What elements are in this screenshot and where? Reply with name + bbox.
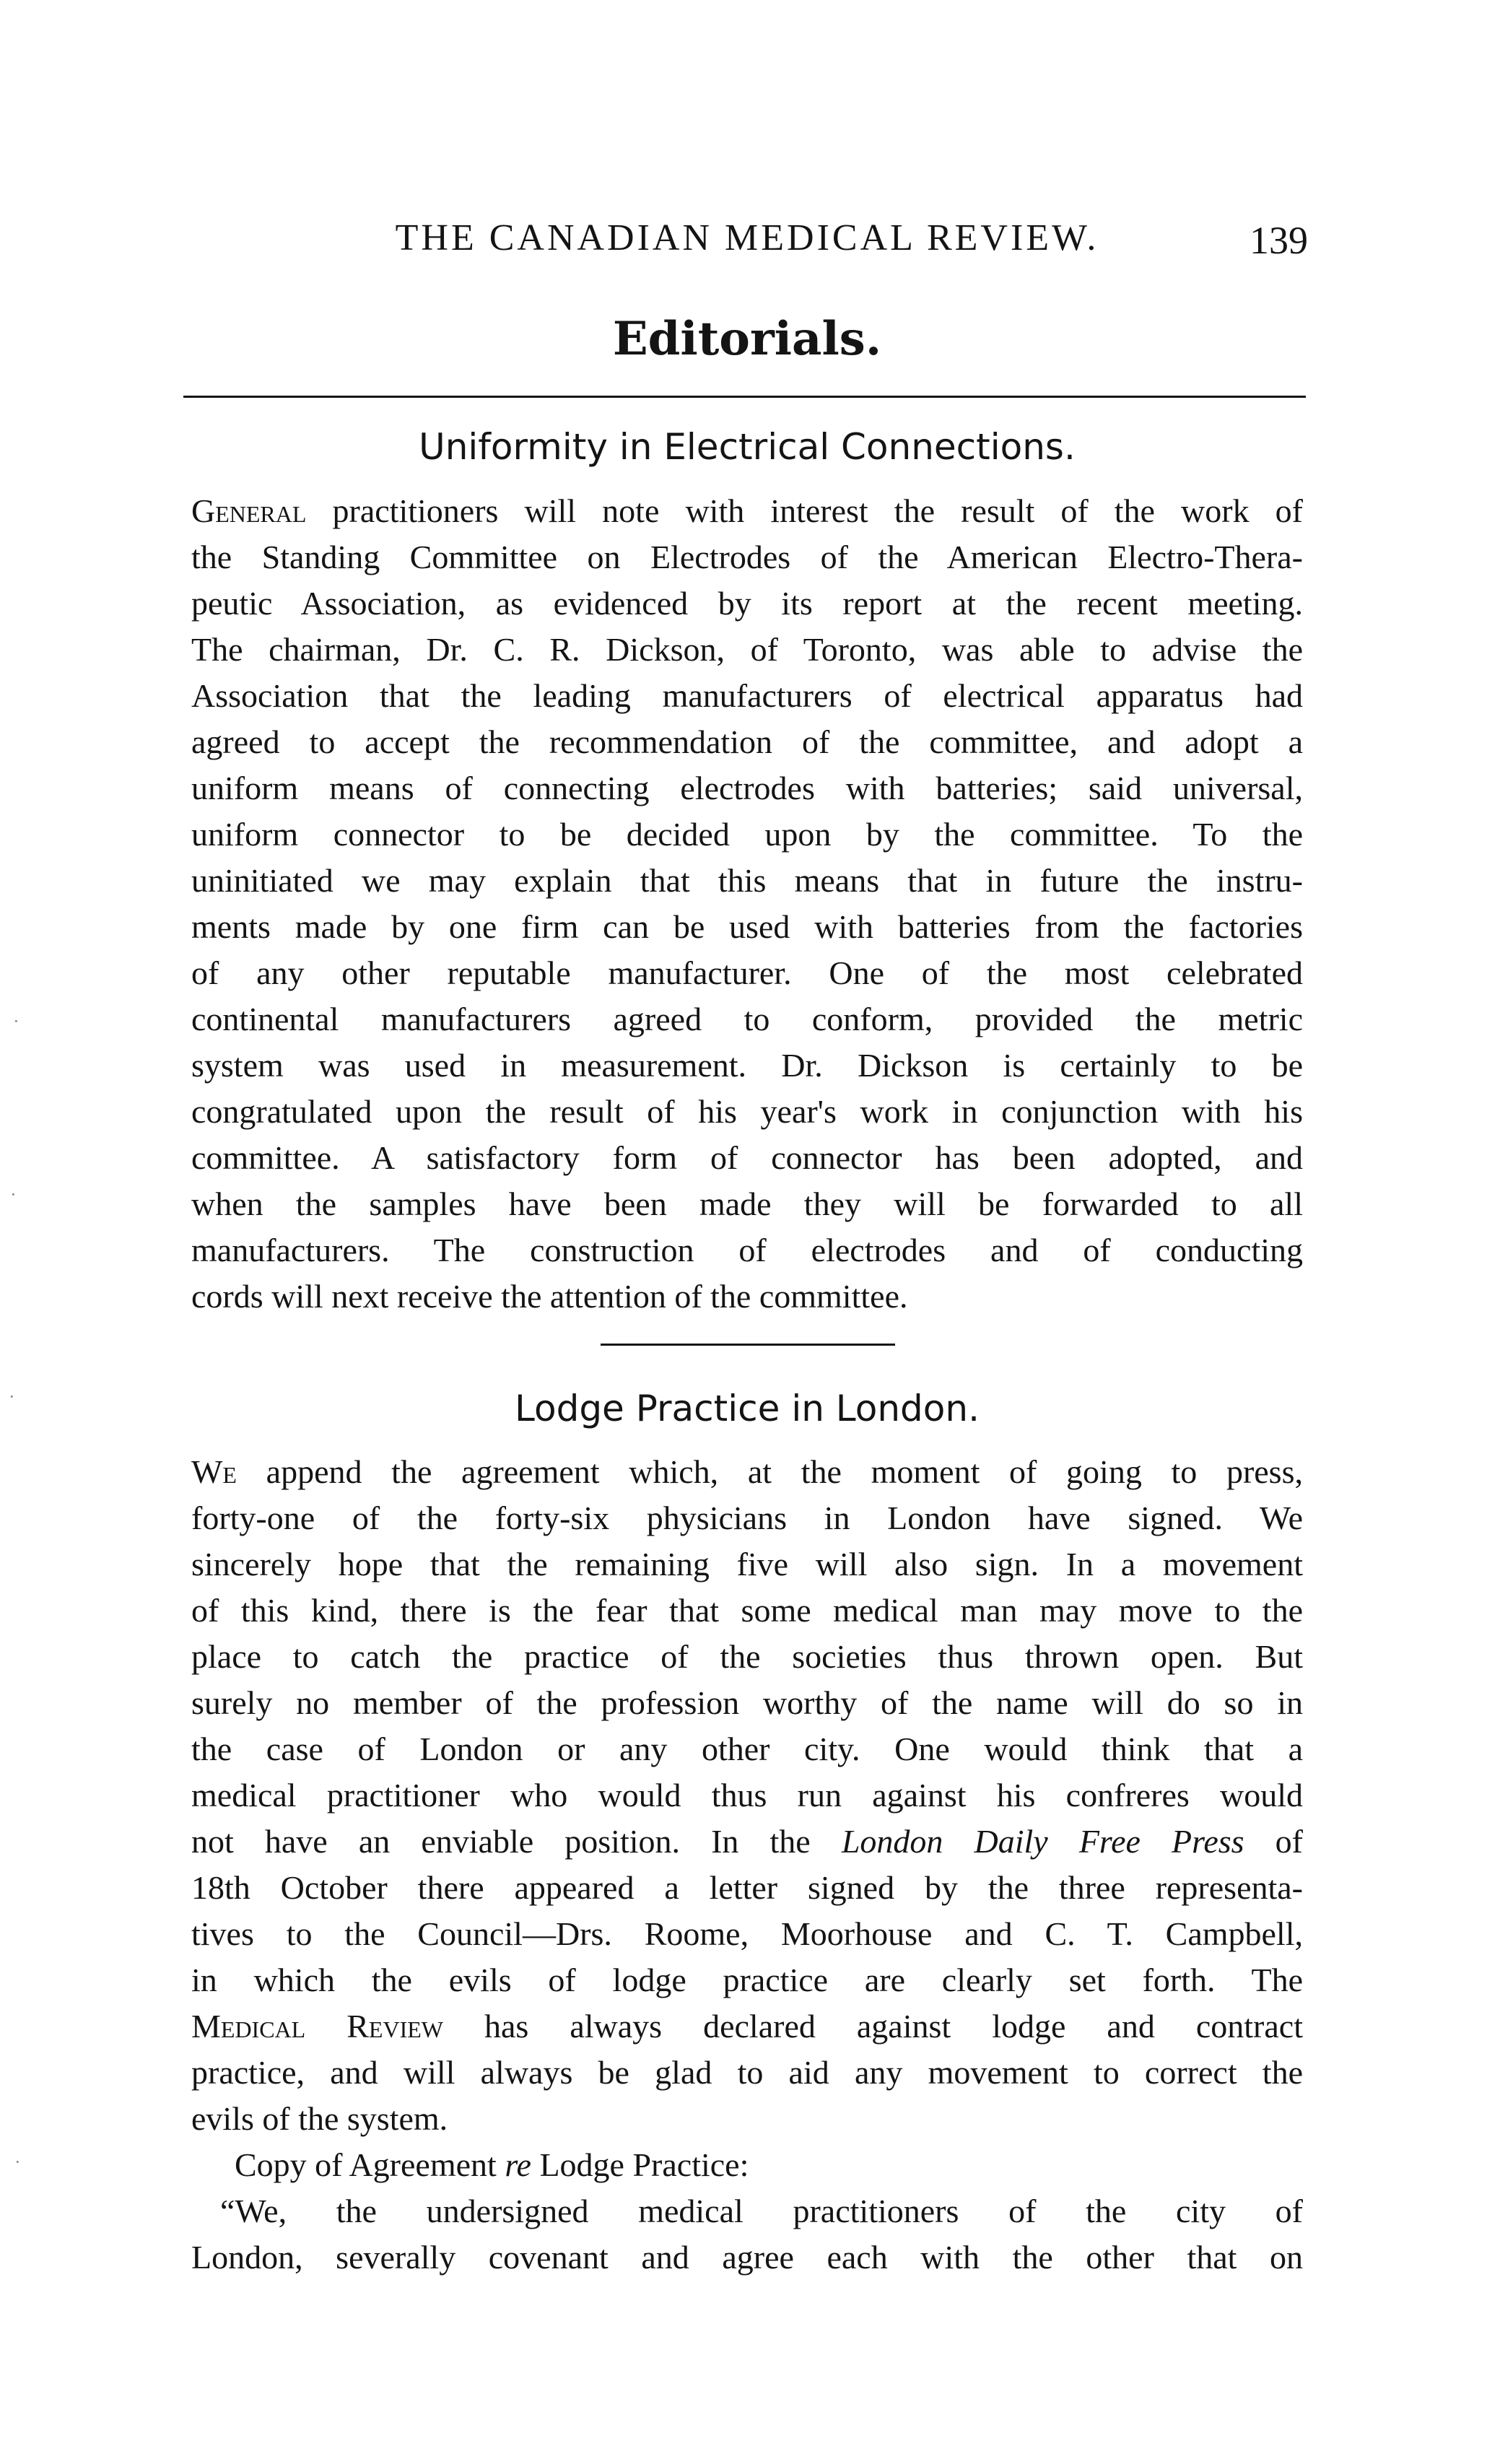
journal-title: THE CANADIAN MEDICAL REVIEW. xyxy=(395,217,1099,258)
page-number: 139 xyxy=(1250,219,1308,262)
text-line: when the samples have been made they will be forwarded to all xyxy=(191,1185,1303,1222)
text-line: 18th October there appeared a letter signed by the three representa- xyxy=(191,1869,1303,1906)
text-line: the Standing Committee on Electrodes of the American Electro-Thera- xyxy=(191,539,1303,575)
text-line: We append the agreement which, at the moment of going to press, xyxy=(191,1453,1303,1490)
text-line: General practitioners will note with interest the result of the work of xyxy=(191,492,1303,529)
text-line: ments made by one firm can be used with batteries from the factories xyxy=(191,908,1303,945)
text-line: “We, the undersigned medical practitioners of the city of xyxy=(220,2193,1303,2229)
running-head xyxy=(191,217,1303,259)
scan-speck: · xyxy=(9,1386,15,1407)
text-line: place to catch the practice of the societies thus thrown open. But xyxy=(191,1638,1303,1675)
text-line: in which the evils of lodge practice are clearly set forth. The xyxy=(191,1962,1303,1998)
text-line: of any other reputable manufacturer. One of the most celebrated xyxy=(191,954,1303,991)
text-line: medical practitioner who would thus run against his confreres would xyxy=(191,1777,1303,1814)
section-heading: Editorials. xyxy=(612,312,882,366)
text-line: The chairman, Dr. C. R. Dickson, of Toronto, was able to advise the xyxy=(191,631,1303,668)
text-line: manufacturers. The construction of electrodes and of conducting xyxy=(191,1232,1303,1268)
article-heading-lodge-practice: Lodge Practice in London. xyxy=(515,1388,980,1429)
scan-speck: · xyxy=(14,2151,21,2172)
text-line: system was used in measurement. Dr. Dickson is certainly to be xyxy=(191,1047,1303,1084)
text-line: uniform connector to be decided upon by the committee. To the xyxy=(191,816,1303,853)
scan-speck: · xyxy=(13,1011,19,1032)
section-rule xyxy=(183,396,1306,398)
text-line: forty-one of the forty-six physicians in London have signed. We xyxy=(191,1499,1303,1536)
text-line: cords will next receive the attention of the committee. xyxy=(191,1278,908,1315)
text-line: congratulated upon the result of his year's work in conjunction with his xyxy=(191,1093,1303,1130)
text-line: Association that the leading manufacturers of electrical apparatus had xyxy=(191,677,1303,714)
text-line: of this kind, there is the fear that some medical man may move to the xyxy=(191,1592,1303,1629)
text-line: uniform means of connecting electrodes with batteries; said universal, xyxy=(191,770,1303,806)
text-line: the case of London or any other city. One would think that a xyxy=(191,1731,1303,1767)
article-body-uniformity xyxy=(191,488,1303,1320)
text-line: continental manufacturers agreed to conform, provided the metric xyxy=(191,1001,1303,1037)
text-line: Medical Review has always declared against lodge and contract xyxy=(191,2008,1303,2045)
text-line: tives to the Council—Drs. Roome, Moorhouse and C. T. Campbell, xyxy=(191,1915,1303,1952)
text-line: peutic Association, as evidenced by its report at the recent meeting. xyxy=(191,585,1303,622)
text-line: committee. A satisfactory form of connector has been adopted, and xyxy=(191,1139,1303,1176)
text-line: not have an enviable position. In the London Daily Free Press of xyxy=(191,1823,1303,1860)
article-heading-uniformity: Uniformity in Electrical Connections. xyxy=(419,426,1076,468)
text-line: London, severally covenant and agree each with the other that on xyxy=(191,2239,1303,2276)
newspaper-title: London Daily Free Press xyxy=(841,1823,1244,1860)
text-line: surely no member of the profession worthy of the name will do so in xyxy=(191,1684,1303,1721)
text-line: evils of the system. xyxy=(191,2100,448,2137)
article-body-lodge-practice xyxy=(191,1449,1303,2281)
text-line: sincerely hope that the remaining five will also sign. In a movement xyxy=(191,1546,1303,1583)
text-line: agreed to accept the recommendation of the committee, and adopt a xyxy=(191,723,1303,760)
text-line: practice, and will always be glad to aid any movement to correct the xyxy=(191,2054,1303,2091)
text-line: uninitiated we may explain that this means that in future the instru- xyxy=(191,862,1303,899)
scan-speck: · xyxy=(10,1184,17,1205)
text-line: Copy of Agreement re Lodge Practice: xyxy=(235,2146,749,2183)
article-divider xyxy=(601,1344,895,1346)
